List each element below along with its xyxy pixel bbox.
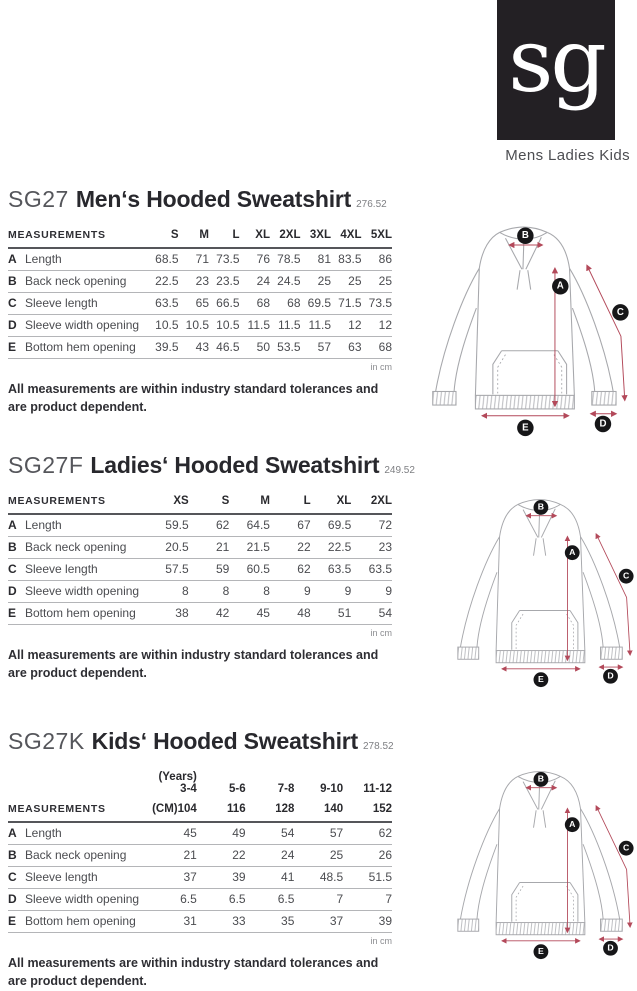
cell-value: 12 (331, 315, 362, 337)
cell-value: 24.5 (270, 271, 301, 293)
size-column-header: XL (311, 492, 352, 514)
row-label: Length (25, 822, 148, 845)
cell-value: 20.5 (148, 537, 189, 559)
cell-value: 68 (362, 337, 393, 359)
brand-logo (497, 0, 615, 140)
cell-value: 37 (148, 867, 197, 889)
cell-value: 57.5 (148, 559, 189, 581)
row-label: Back neck opening (25, 537, 148, 559)
marker-d: D (603, 669, 618, 684)
tolerance-note (8, 955, 420, 991)
cell-value: 62 (270, 559, 311, 581)
measurements-table (8, 226, 392, 359)
row-key: D (8, 889, 25, 911)
cell-value: 8 (229, 581, 270, 603)
cell-value: 31 (148, 911, 197, 933)
cell-value: 86 (362, 248, 393, 271)
cell-value: 41 (246, 867, 295, 889)
marker-e: E (534, 944, 549, 959)
row-label: Sleeve length (25, 293, 148, 315)
table-row (8, 559, 392, 581)
cell-value: 69.5 (301, 293, 332, 315)
size-column-header: 140 (294, 800, 343, 822)
size-column-header: M (229, 492, 270, 514)
tolerance-note-line2: are product dependent. (8, 399, 147, 414)
cell-value: 54 (246, 822, 295, 845)
cell-value: 10.5 (179, 315, 210, 337)
cell-value: 8 (189, 581, 230, 603)
marker-c: C (619, 569, 634, 584)
cell-value: 35 (246, 911, 295, 933)
row-key: B (8, 271, 25, 293)
row-label: Sleeve width opening (25, 889, 148, 911)
row-key: A (8, 822, 25, 845)
size-column-header: 4XL (331, 226, 362, 248)
tolerance-note-line1: All measurements are within industry standard tolerances and (8, 648, 379, 662)
cell-value: 10.5 (148, 315, 179, 337)
cell-value: 9 (351, 581, 392, 603)
product-ref: 278.52 (362, 741, 394, 752)
hoodie-diagram-ladies (450, 487, 634, 694)
size-column-header: L (209, 226, 240, 248)
cell-value: 22.5 (148, 271, 179, 293)
measurements-table (8, 492, 392, 625)
unit-label: in cm (370, 628, 392, 638)
row-label: Sleeve width opening (25, 315, 148, 337)
cell-value: 6.5 (197, 889, 246, 911)
age-column-header: (Years) 3-4 (158, 771, 197, 795)
row-key: E (8, 911, 25, 933)
size-column-header: 3XL (301, 226, 332, 248)
cell-value: 11.5 (240, 315, 271, 337)
hoodie-drawing (450, 487, 634, 694)
cell-value: 73.5 (209, 248, 240, 271)
product-ref: 249.52 (384, 465, 415, 476)
cell-value: 12 (362, 315, 393, 337)
tolerance-note-line1: All measurements are within industry standard tolerances and (8, 956, 379, 970)
cell-value: 23 (179, 271, 210, 293)
cell-value: 25 (294, 845, 343, 867)
tolerance-note-line1: All measurements are within industry standard tolerances and (8, 382, 379, 396)
measurements-header: MEASUREMENTS (8, 800, 148, 822)
row-label: Length (25, 514, 148, 537)
marker-d: D (603, 941, 618, 956)
row-label: Sleeve length (25, 559, 148, 581)
cell-value: 37 (294, 911, 343, 933)
cell-value: 23 (351, 537, 392, 559)
cell-value: 8 (148, 581, 189, 603)
row-label: Bottom hem opening (25, 911, 148, 933)
marker-b: B (517, 228, 533, 244)
table-row (8, 845, 392, 867)
cell-value: 71.5 (331, 293, 362, 315)
table-row (8, 537, 392, 559)
measurements-table (8, 226, 420, 359)
cell-value: 22.5 (311, 537, 352, 559)
brand-logo-text: sg (508, 9, 604, 112)
table-row (8, 248, 392, 271)
cell-value: 21 (148, 845, 197, 867)
size-column-header: 5XL (362, 226, 393, 248)
cell-value: 22 (197, 845, 246, 867)
cell-value: 25 (331, 271, 362, 293)
marker-e: E (517, 420, 533, 436)
table-row (8, 514, 392, 537)
row-key: B (8, 845, 25, 867)
cell-value: 22 (270, 537, 311, 559)
cell-value: 24 (240, 271, 271, 293)
cell-value: 69.5 (311, 514, 352, 537)
measurements-header: MEASUREMENTS (8, 492, 148, 514)
cell-value: 24 (246, 845, 295, 867)
row-key: C (8, 867, 25, 889)
cell-value: 25 (301, 271, 332, 293)
cell-value: 9 (311, 581, 352, 603)
cell-value: 39 (343, 911, 392, 933)
cell-value: 71 (179, 248, 210, 271)
marker-a: A (565, 817, 580, 832)
cell-value: 73.5 (362, 293, 393, 315)
table-row (8, 315, 392, 337)
cell-value: 45 (229, 603, 270, 625)
hoodie-diagram-mens (424, 213, 630, 444)
cell-value: 83.5 (331, 248, 362, 271)
cell-value: 53.5 (270, 337, 301, 359)
marker-c: C (619, 841, 634, 856)
cell-value: 68.5 (148, 248, 179, 271)
cell-value: 46.5 (209, 337, 240, 359)
cell-value: 48 (270, 603, 311, 625)
unit-label: in cm (370, 362, 392, 372)
tolerance-note-line2: are product dependent. (8, 973, 147, 988)
measurements-table (8, 768, 420, 933)
cell-value: 49 (197, 822, 246, 845)
row-key: D (8, 315, 25, 337)
section-kids (8, 728, 420, 991)
cell-value: 23.5 (209, 271, 240, 293)
marker-b: B (534, 772, 549, 787)
hoodie-drawing (424, 213, 630, 444)
size-column-header: 152 (343, 800, 392, 822)
measurements-table (8, 768, 392, 933)
section-title (8, 728, 420, 755)
cell-value: 62 (343, 822, 392, 845)
size-column-header: M (179, 226, 210, 248)
cell-value: 60.5 (229, 559, 270, 581)
product-code: SG27F (8, 452, 84, 478)
row-key: D (8, 581, 25, 603)
row-key: E (8, 603, 25, 625)
table-row (8, 822, 392, 845)
cell-value: 45 (148, 822, 197, 845)
cell-value: 51 (311, 603, 352, 625)
row-key: A (8, 514, 25, 537)
row-label: Back neck opening (25, 271, 148, 293)
row-key: E (8, 337, 25, 359)
product-code: SG27K (8, 728, 85, 754)
row-label: Bottom hem opening (25, 337, 148, 359)
cell-value: 63 (331, 337, 362, 359)
tolerance-note (8, 647, 420, 683)
measurements-header: MEASUREMENTS (8, 226, 148, 248)
row-key: A (8, 248, 25, 271)
table-row (8, 293, 392, 315)
cell-value: 76 (240, 248, 271, 271)
size-column-header: 2XL (270, 226, 301, 248)
cell-value: 67 (270, 514, 311, 537)
cell-value: 66.5 (209, 293, 240, 315)
cell-value: 9 (270, 581, 311, 603)
cell-value: 63.5 (311, 559, 352, 581)
size-column-header: L (270, 492, 311, 514)
size-column-header: S (189, 492, 230, 514)
table-row (8, 867, 392, 889)
table-row (8, 603, 392, 625)
hoodie-diagram-kids (450, 759, 634, 966)
age-column-header: 9-10 (320, 783, 344, 795)
cell-value: 38 (148, 603, 189, 625)
cell-value: 7 (294, 889, 343, 911)
marker-e: E (534, 672, 549, 687)
row-label: Sleeve length (25, 867, 148, 889)
row-label: Sleeve width opening (25, 581, 148, 603)
cell-value: 6.5 (246, 889, 295, 911)
tolerance-note-line2: are product dependent. (8, 665, 147, 680)
size-column-header: (CM)104 (148, 800, 197, 822)
section-title (8, 186, 420, 213)
cell-value: 11.5 (270, 315, 301, 337)
cell-value: 51.5 (343, 867, 392, 889)
table-row (8, 337, 392, 359)
cell-value: 50 (240, 337, 271, 359)
cell-value: 57 (294, 822, 343, 845)
cell-value: 26 (343, 845, 392, 867)
marker-c: C (612, 304, 628, 320)
unit-label: in cm (370, 936, 392, 946)
age-header-spacer (8, 768, 148, 800)
size-column-header: XL (240, 226, 271, 248)
row-label: Bottom hem opening (25, 603, 148, 625)
cell-value: 59 (189, 559, 230, 581)
brand-tagline: Mens Ladies Kids (505, 147, 630, 164)
row-label: Back neck opening (25, 845, 148, 867)
marker-b: B (534, 500, 549, 515)
measurements-table (8, 492, 420, 625)
marker-a: A (552, 278, 568, 294)
cell-value: 59.5 (148, 514, 189, 537)
table-row (8, 911, 392, 933)
hoodie-drawing (450, 759, 634, 966)
section-title (8, 452, 420, 479)
product-ref: 276.52 (356, 199, 387, 210)
size-column-header: 116 (197, 800, 246, 822)
size-column-header: 2XL (351, 492, 392, 514)
row-key: C (8, 559, 25, 581)
marker-d: D (595, 416, 611, 432)
row-key: C (8, 293, 25, 315)
row-key: B (8, 537, 25, 559)
size-column-header: S (148, 226, 179, 248)
table-row (8, 581, 392, 603)
cell-value: 25 (362, 271, 393, 293)
cell-value: 39 (197, 867, 246, 889)
cell-value: 6.5 (148, 889, 197, 911)
table-row (8, 889, 392, 911)
cell-value: 68 (240, 293, 271, 315)
cell-value: 54 (351, 603, 392, 625)
cell-value: 81 (301, 248, 332, 271)
cell-value: 65 (179, 293, 210, 315)
marker-a: A (565, 545, 580, 560)
age-column-header: 5-6 (228, 783, 246, 795)
cell-value: 62 (189, 514, 230, 537)
cell-value: 63.5 (148, 293, 179, 315)
cell-value: 57 (301, 337, 332, 359)
product-name: Men‘s Hooded Sweatshirt (75, 186, 352, 212)
cell-value: 63.5 (351, 559, 392, 581)
cell-value: 48.5 (294, 867, 343, 889)
cell-value: 64.5 (229, 514, 270, 537)
size-column-header: XS (148, 492, 189, 514)
cell-value: 68 (270, 293, 301, 315)
cell-value: 43 (179, 337, 210, 359)
cell-value: 78.5 (270, 248, 301, 271)
cell-value: 7 (343, 889, 392, 911)
product-code: SG27 (8, 186, 69, 212)
cell-value: 21 (189, 537, 230, 559)
product-name: Kids‘ Hooded Sweatshirt (91, 728, 358, 754)
cell-value: 11.5 (301, 315, 332, 337)
cell-value: 72 (351, 514, 392, 537)
cell-value: 33 (197, 911, 246, 933)
section-mens (8, 186, 420, 417)
cell-value: 10.5 (209, 315, 240, 337)
cell-value: 21.5 (229, 537, 270, 559)
cell-value: 42 (189, 603, 230, 625)
table-row (8, 271, 392, 293)
row-label: Length (25, 248, 148, 271)
age-column-header: 7-8 (277, 783, 295, 795)
product-name: Ladies‘ Hooded Sweatshirt (90, 452, 380, 478)
age-column-header: 11-12 (363, 783, 392, 795)
size-column-header: 128 (246, 800, 295, 822)
tolerance-note (8, 381, 420, 417)
cell-value: 39.5 (148, 337, 179, 359)
section-ladies (8, 452, 420, 683)
